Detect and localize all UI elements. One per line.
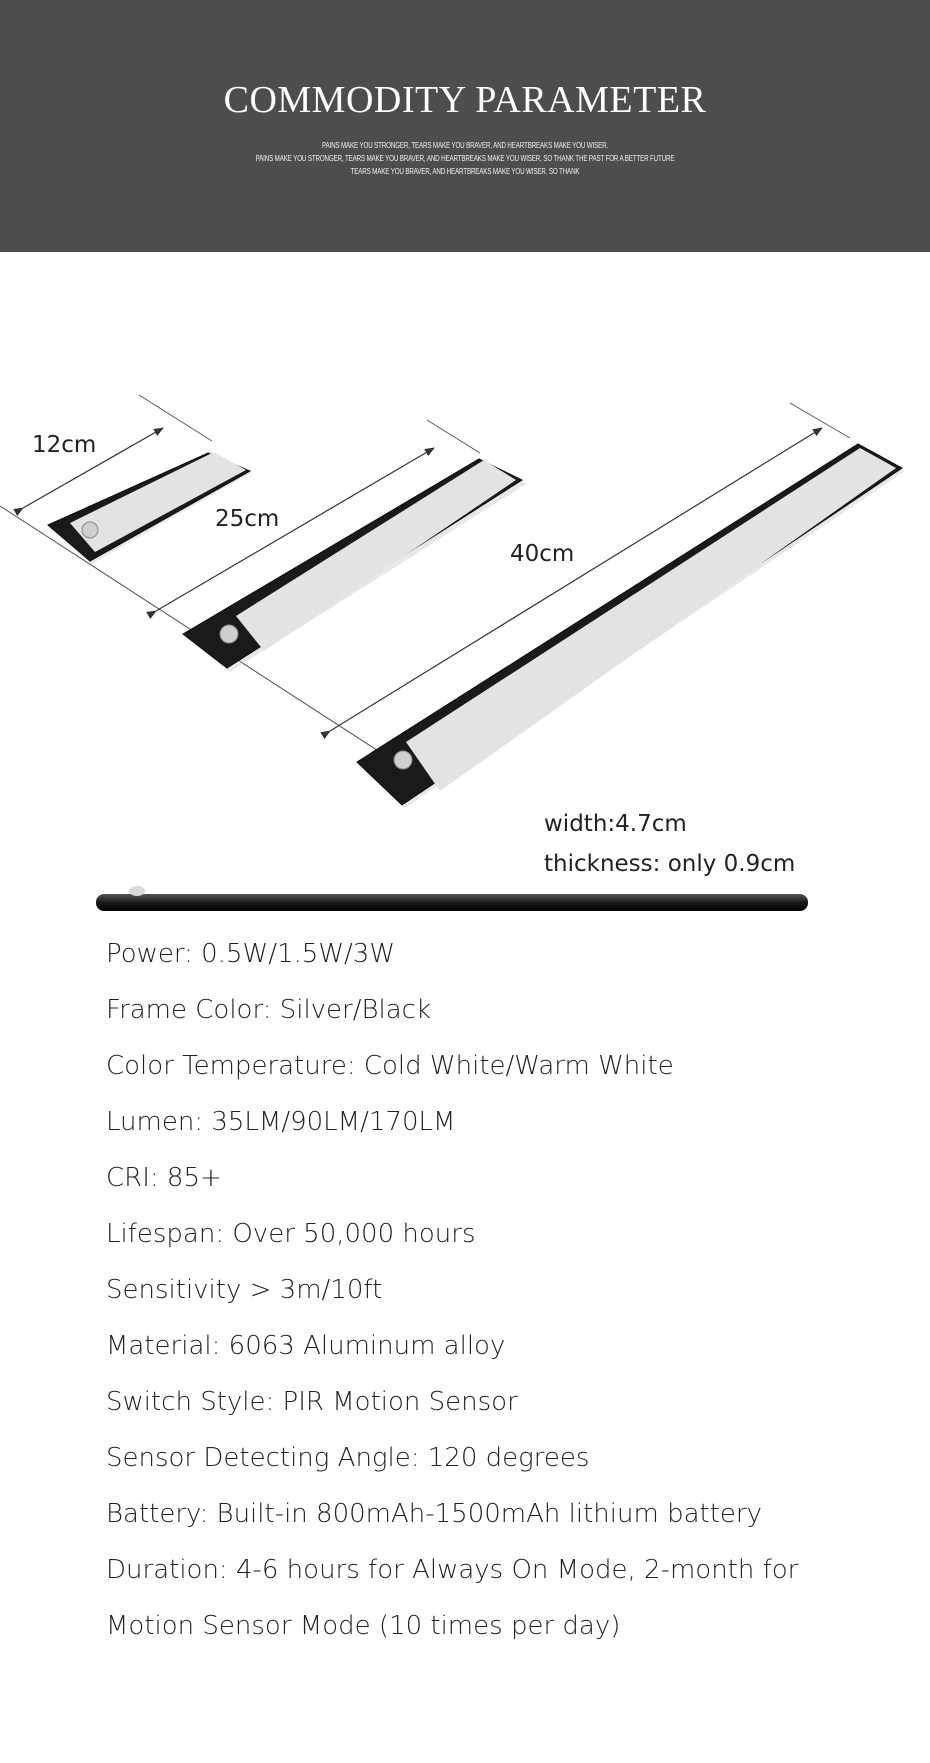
dimension-label-40cm: 40cm xyxy=(510,541,575,567)
motion-sensor-icon xyxy=(394,751,412,769)
spec-cri: CRI: 85+ xyxy=(106,1163,222,1193)
subtitle-line-1: PAINS MAKE YOU STRONGER, TEARS MAKE YOU BRAVER, AND HEARTBREAKS MAKE YOU WISER. xyxy=(321,141,609,150)
spec-switch-style: Switch Style: PIR Motion Sensor xyxy=(106,1387,518,1417)
subtitle-line-2: PAINS MAKE YOU STRONGER, TEARS MAKE YOU BRAVER, AND HEARTBREAKS MAKE YOU WISER. SO THANK THE PAST FOR A BETTER FUTURE xyxy=(255,154,675,163)
page-title: COMMODITY PARAMETER xyxy=(223,79,707,121)
dimension-label-25cm: 25cm xyxy=(215,506,280,532)
spec-sensor-angle: Sensor Detecting Angle: 120 degrees xyxy=(106,1443,590,1473)
spec-duration: Duration: 4-6 hours for Always On Mode, 2-month for xyxy=(106,1555,799,1585)
motion-sensor-icon xyxy=(220,625,238,643)
dimension-label-12cm: 12cm xyxy=(32,432,97,458)
spec-lumen: Lumen: 35LM/90LM/170LM xyxy=(106,1107,456,1137)
dimension-label-thickness: thickness: only 0.9cm xyxy=(544,851,796,877)
light-bar-side-view xyxy=(96,886,808,911)
product-illustration xyxy=(0,252,930,922)
spec-color-temperature: Color Temperature: Cold White/Warm White xyxy=(106,1051,674,1081)
spec-duration-continued: Motion Sensor Mode (10 times per day) xyxy=(106,1611,621,1641)
spec-material: Material: 6063 Aluminum alloy xyxy=(106,1331,506,1361)
spec-lifespan: Lifespan: Over 50,000 hours xyxy=(106,1219,476,1249)
spec-sensitivity: Sensitivity > 3m/10ft xyxy=(106,1275,383,1305)
dimension-label-width: width:4.7cm xyxy=(544,811,687,837)
spec-list xyxy=(106,926,906,1654)
motion-sensor-icon xyxy=(82,522,98,538)
subtitle-line-3: TEARS MAKE YOU BRAVER, AND HEARTBREAKS MAKE YOU WISER. SO THANK xyxy=(350,167,580,176)
spec-frame-color: Frame Color: Silver/Black xyxy=(106,995,432,1025)
spec-battery: Battery: Built-in 800mAh-1500mAh lithium battery xyxy=(106,1499,762,1529)
spec-power: Power: 0.5W/1.5W/3W xyxy=(106,939,396,969)
header-banner xyxy=(0,0,930,252)
